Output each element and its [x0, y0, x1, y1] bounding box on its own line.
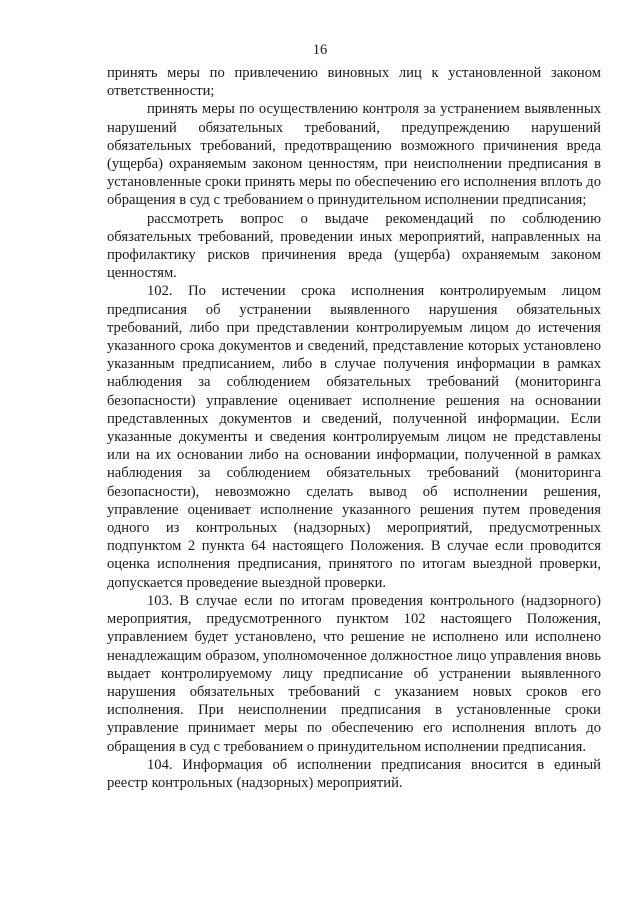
paragraph-3: рассмотреть вопрос о выдаче рекомендаций по соблюдению обязательных требований, проведении иных мероприятий, направленных на профилактику рисков причинения вреда (ущерба) охраняемым законом ценностям. [107, 210, 601, 282]
paragraph-104: 104. Информация об исполнении предписания вносится в единый реестр контрольных (надзорных) мероприятий. [107, 756, 601, 791]
paragraph-1: принять меры по привлечению виновных лиц к установленной законом ответственности; [107, 65, 601, 100]
paragraph-103: 103. В случае если по итогам проведения контрольного (надзорного) мероприятия, предусмотренного пунктом 102 настоящего Положения, управлением будет установлено, что решение не исполнено или исполнено ненадлежащим образом, уполномоченное должностное лицо управления вновь выдает контролируемому лицу предписание об устранении выявленного нарушения обязательных требований с указанием новых сроков его исполнения. При неисполнении предписания в установленные сроки управление принимает меры по обеспечению его исполнения вплоть до обращения в суд с требованием о принудительном исполнении предписания. [107, 592, 601, 755]
document-body [107, 64, 601, 792]
page-number: 16 [312, 42, 328, 58]
paragraph-102: 102. По истечении срока исполнения контролируемым лицом предписания об устранении выявленного нарушения обязательных требований, либо при представлении контролируемым лицом до истечения указанного срока документов и сведений, представление которых установлено указанным предписанием, либо в случае получения информации в рамках наблюдения за соблюдением обязательных требований (мониторинга безопасности) управление оценивает исполнение решения на основании представленных документов и сведений, полученной информации. Если указанные документы и сведения контролируемым лицом не представлены или на их основании либо на основании информации, полученной в рамках наблюдения за соблюдением обязательных требований (мониторинга безопасности), невозможно сделать вывод об исполнении решения, управление оценивает исполнение указанного решения путем проведения одного из контрольных (надзорных) мероприятий, предусмотренных подпунктом 2 пункта 64 настоящего Положения. В случае если проводится оценка исполнения предписания, принятого по итогам выездной проверки, допускается проведение выездной проверки. [107, 283, 601, 591]
paragraph-2: принять меры по осуществлению контроля за устранением выявленных нарушений обязательных требований, предупреждению нарушений обязательных требований, предотвращению возможного причинения вреда (ущерба) охраняемым законом ценностям, при неисполнении предписания в установленные сроки принять меры по обеспечению его исполнения вплоть до обращения в суд с требованием о принудительном исполнении предписания; [107, 101, 601, 209]
